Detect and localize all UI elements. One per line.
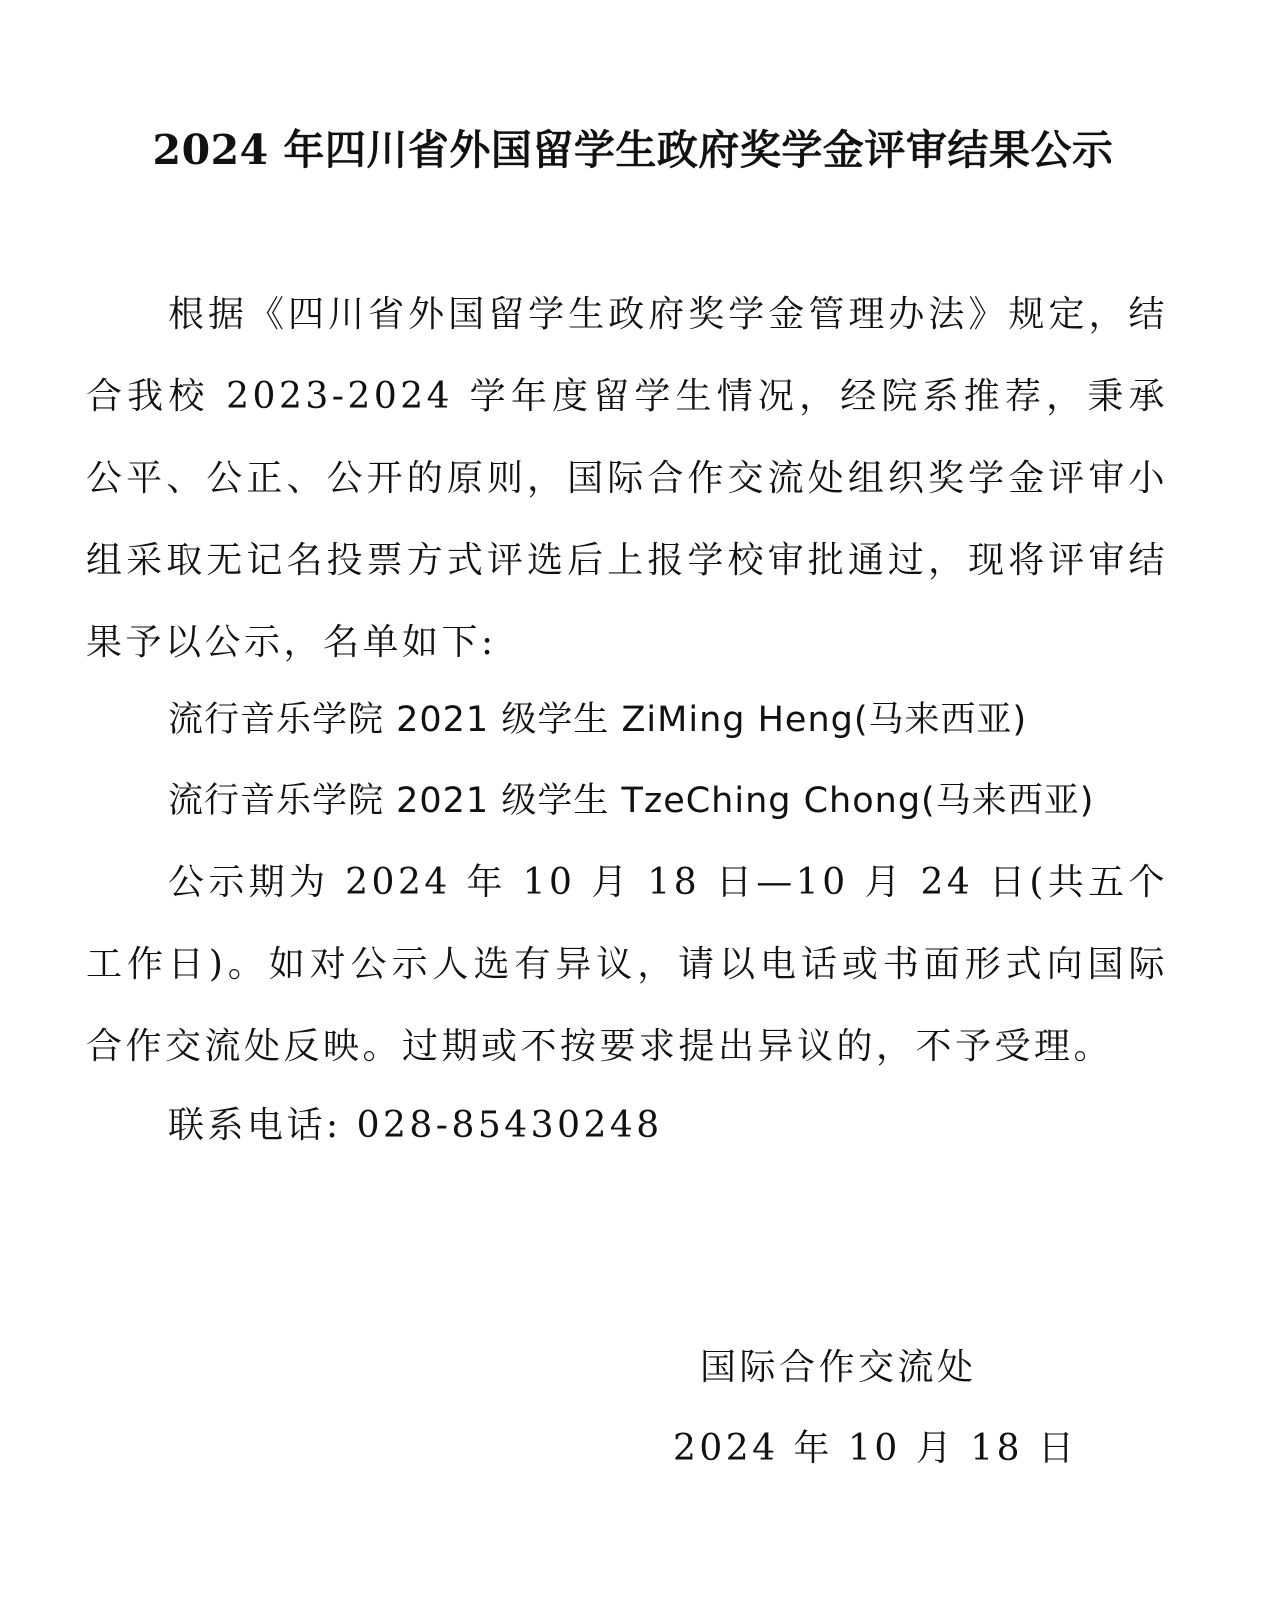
issue-date: 2024 年 10 月 18 日 (673, 1428, 1078, 1469)
publicity-period-paragraph: 公示期为 2024 年 10 月 18 日—10 月 24 日(共五个工作日)。如对公示人选有异议，请以电话或书面形式向国际合作交流处反映。过期或不按要求提出异议的，不予受理。 (86, 862, 1168, 1067)
recipient-entry: 流行音乐学院 2021 级学生 TzeChing Chong(马来西亚) (168, 781, 1095, 821)
recipient-entry: 流行音乐学院 2021 级学生 ZiMing Heng(马来西亚) (168, 700, 1028, 740)
issuer-signature: 国际合作交流处 (700, 1347, 977, 1388)
intro-paragraph: 根据《四川省外国留学生政府奖学金管理办法》规定，结合我校 2023-2024 学年度留学生情况，经院系推荐，秉承公平、公正、公开的原则，国际合作交流处组织奖学金评审小组采取无记名投票方式评选后上报学校审批通过，现将评审结果予以公示，名单如下: (86, 294, 1168, 663)
contact-phone: 联系电话: 028-85430248 (168, 1105, 663, 1146)
document-title: 2024 年四川省外国留学生政府奖学金评审结果公示 (152, 126, 1114, 174)
